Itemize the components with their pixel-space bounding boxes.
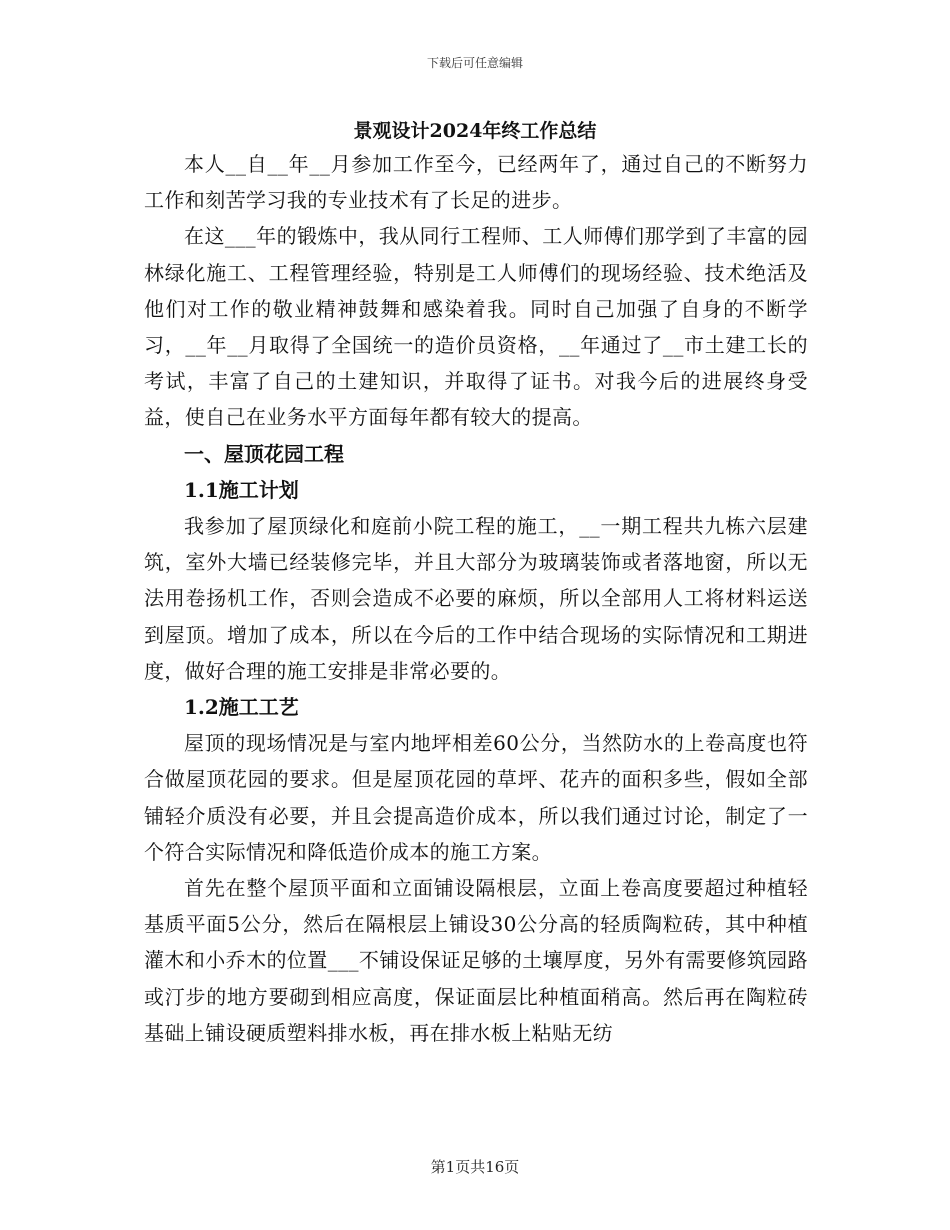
document-title: 景观设计2024年终工作总结 bbox=[353, 120, 597, 142]
subsection-heading-process: 1.2施工工艺 bbox=[184, 695, 299, 720]
intro-paragraph: 本人__自__年__月参加工作至今，已经两年了，通过自己的不断努力工作和刻苦学习我的专业技术有了长足的进步。 bbox=[144, 152, 808, 213]
page-number: 第1页共16页 bbox=[430, 1158, 520, 1176]
section-heading-rooftop-garden: 一、屋顶花园工程 bbox=[184, 441, 344, 466]
header-note: 下载后可任意编辑 bbox=[426, 56, 523, 70]
process-paragraph-1: 屋顶的现场情况是与室内地坪相差60公分，当然防水的上卷高度也符合做屋顶花园的要求。但是屋顶花园的草坪、花卉的面积多些，假如全部铺轻介质没有必要，并且会提高造价成本，所以我们通过讨论，制定了一个符合实际情况和降低造价成本的施工方案。 bbox=[144, 731, 808, 864]
process-paragraph-2: 首先在整个屋顶平面和立面铺设隔根层，立面上卷高度要超过种植轻基质平面5公分，然后在隔根层上铺设30公分高的轻质陶粒砖，其中种植灌木和小乔木的位置___不铺设保证足够的土壤厚度，另外有需要修筑园路或汀步的地方要砌到相应高度，保证面层比种植面稍高。然后再在陶粒砖基础上铺设硬质塑料排水板，再在排水板上粘贴无纺 bbox=[144, 876, 808, 1045]
subsection-heading-plan: 1.1施工计划 bbox=[184, 477, 299, 502]
document-body bbox=[144, 146, 808, 1051]
plan-paragraph: 我参加了屋顶绿化和庭前小院工程的施工，__一期工程共九栋六层建筑，室外大墙已经装修完毕，并且大部分为玻璃装饰或者落地窗，所以无法用卷扬机工作，否则会造成不必要的麻烦，所以全部用人工将材料运送到屋顶。增加了成本，所以在今后的工作中结合现场的实际情况和工期进度，做好合理的施工安排是非常必要的。 bbox=[144, 514, 808, 683]
experience-paragraph: 在这___年的锻炼中，我从同行工程师、工人师傅们那学到了丰富的园林绿化施工、工程管理经验，特别是工人师傅们的现场经验、技术绝活及他们对工作的敬业精神鼓舞和感染着我。同时自己加强了自身的不断学习，__年__月取得了全国统一的造价员资格，__年通过了__市土建工长的考试，丰富了自己的土建知识，并取得了证书。对我今后的进展终身受益，使自己在业务水平方面每年都有较大的提高。 bbox=[144, 224, 808, 430]
